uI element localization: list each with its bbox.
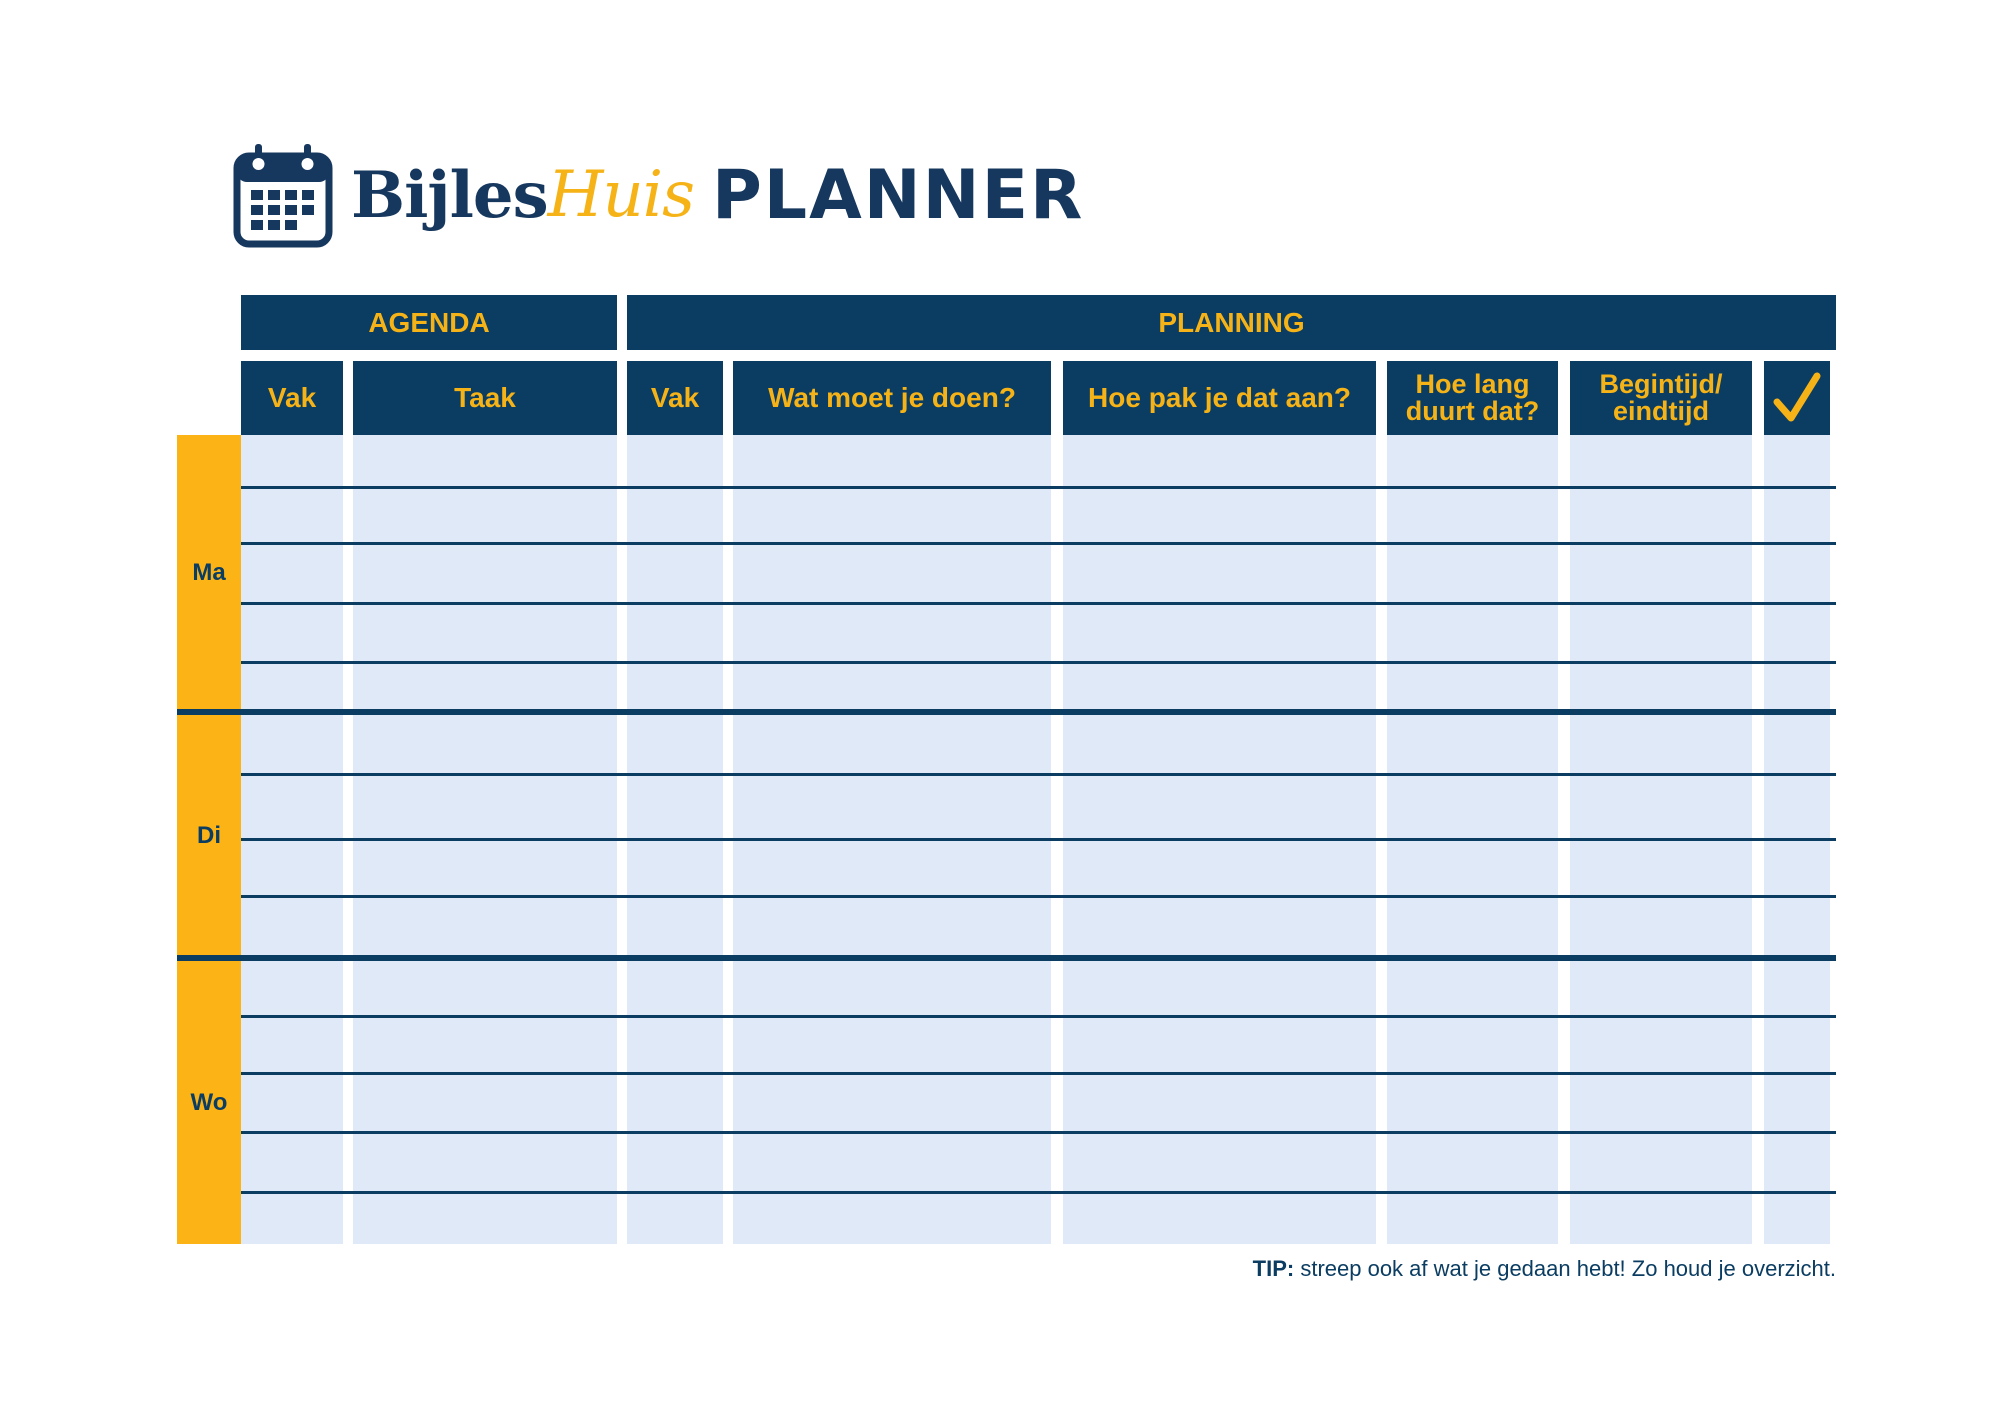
brand-planner: PLANNER: [711, 155, 1085, 235]
row-divider: [241, 486, 1836, 489]
checkmark-icon: [1773, 372, 1821, 424]
group-header-planning: PLANNING: [627, 295, 1836, 350]
tip-text: [1253, 1256, 1836, 1282]
column-header-begintijd-eindtijd: [1570, 361, 1752, 435]
column-header-wat-moet-je-doen: Wat moet je doen?: [733, 361, 1051, 435]
tip-message: streep ook af wat je gedaan hebt! Zo houd je overzicht.: [1300, 1256, 1836, 1281]
row-divider: [241, 661, 1836, 664]
row-divider: [241, 1072, 1836, 1075]
day-label-wo: Wo: [177, 961, 241, 1244]
column-header-hoe-lang: [1387, 361, 1558, 435]
row-divider: [241, 1131, 1836, 1134]
row-divider: [241, 1191, 1836, 1194]
tip-label: TIP:: [1252, 1256, 1295, 1281]
day-divider: [177, 709, 1836, 715]
column-header-planning-vak: Vak: [627, 361, 723, 435]
brand-huis: Huis: [547, 158, 694, 232]
column-header-tijd-line1: Begintijd/: [1599, 369, 1723, 399]
day-label-ma: Ma: [177, 435, 241, 711]
planner-logo: [233, 140, 1084, 250]
row-divider: [241, 1015, 1836, 1018]
day-divider: [177, 955, 1836, 961]
brand-bijles: Bijles: [351, 157, 548, 233]
row-divider: [241, 773, 1836, 776]
column-header-agenda-vak: Vak: [241, 361, 343, 435]
row-divider: [241, 895, 1836, 898]
column-header-check: [1764, 361, 1830, 435]
calendar-icon: [233, 142, 333, 248]
column-header-hoe-pak-je-dat-aan: Hoe pak je dat aan?: [1063, 361, 1376, 435]
row-divider: [241, 838, 1836, 841]
column-header-hoe-lang-line1: Hoe lang: [1415, 369, 1530, 399]
column-header-taak: Taak: [353, 361, 617, 435]
row-divider: [241, 542, 1836, 545]
group-header-agenda: AGENDA: [241, 295, 617, 350]
day-label-di: Di: [177, 714, 241, 958]
row-divider: [241, 602, 1836, 605]
column-header-tijd-line2: eindtijd: [1613, 396, 1709, 426]
column-header-hoe-lang-line2: duurt dat?: [1405, 396, 1540, 426]
